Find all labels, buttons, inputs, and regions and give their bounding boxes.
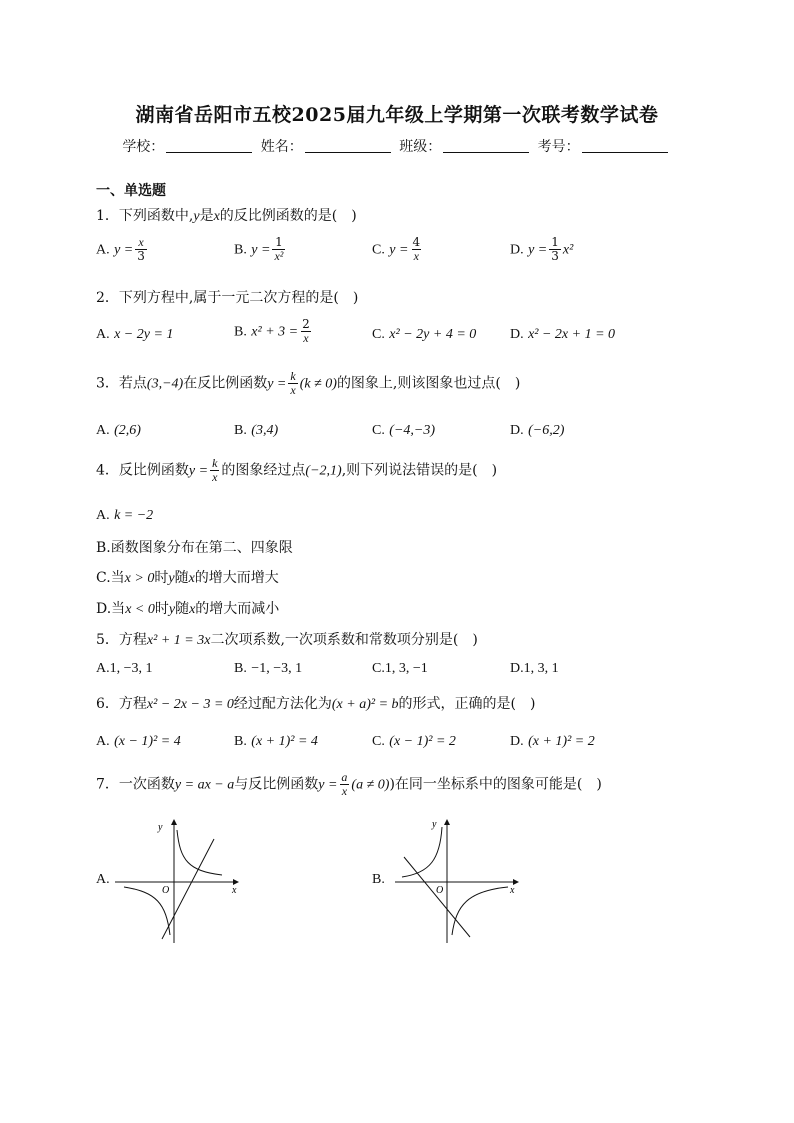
q1-option-b[interactable]: B. y = $\frac{1}{\text{x²}}$ (234, 235, 284, 263)
q1-option-c[interactable]: C. y = $\frac{4}{x}$ (372, 235, 421, 263)
hyperbola-branch (177, 830, 222, 875)
q1-option-d[interactable]: D. y = $\frac{1}{3}$ x² (510, 235, 574, 263)
x-axis-label: x (510, 885, 515, 896)
exam-title: 湖南省岳阳市五校2025届九年级上学期第一次联考数学试卷 (135, 104, 659, 126)
q4-option-b[interactable]: B.函数图象分布在第二、四象限 (96, 540, 293, 556)
q7-option-a-label[interactable]: A. (96, 872, 110, 887)
name-label: 姓名： (260, 139, 303, 155)
q3-option-b[interactable]: B. (3,4) (234, 423, 279, 438)
q1-option-a[interactable]: A. y = $\frac{x}{3}$ (96, 235, 145, 263)
question-2: 2．下列方程中,属于一元二次方程的是( ) (96, 290, 359, 306)
q3-option-d[interactable]: D. (−6,2) (510, 423, 565, 438)
q2-option-b[interactable]: B. x² + 3 = $\frac{2}{x}$ (234, 317, 310, 345)
q5-option-b[interactable]: B. −1, −3, 1 (234, 661, 303, 676)
hyperbola-branch (402, 827, 442, 877)
q3-option-a[interactable]: A. (2,6) (96, 423, 141, 438)
q6-option-d[interactable]: D. (x + 1)² = 2 (510, 734, 595, 749)
y-axis-label: y (158, 822, 163, 833)
q2-option-a[interactable]: A. x − 2y = 1 (96, 327, 174, 342)
origin-label: O (162, 885, 170, 896)
q2-option-c[interactable]: C. x² − 2y + 4 = 0 (372, 327, 477, 342)
question-3: 3．若点(3,−4)在反比例函数y = $\frac{k}{x}$ (k ≠ 0)的图象上,则该图象也过点( ) (96, 369, 521, 397)
origin-label: O (436, 885, 444, 896)
q4-option-c[interactable]: C.当x > 0时y随x的增大而增大 (96, 570, 279, 586)
q5-option-a[interactable]: A.1, −3, 1 (96, 661, 153, 676)
question-4: 4．反比例函数y = $\frac{k}{x}$ 的图象经过点(−2,1),则下列说法错误的是( ) (96, 456, 498, 484)
q4-option-d[interactable]: D.当x < 0时y随x的增大而减小 (96, 601, 280, 617)
class-blank[interactable] (443, 152, 529, 153)
student-info-row (0, 136, 794, 156)
q3-option-c[interactable]: C. (−4,−3) (372, 423, 436, 438)
q5-option-d[interactable]: D.1, 3, 1 (510, 661, 559, 676)
exam-number-label: 考号： (537, 139, 580, 155)
q7-graph-a[interactable] (110, 815, 250, 945)
x-axis-label: x (232, 885, 237, 896)
exam-number-blank[interactable] (582, 152, 668, 153)
q1-stem: 是 (199, 208, 214, 224)
q2-option-d[interactable]: D. x² − 2x + 1 = 0 (510, 327, 616, 342)
q6-option-c[interactable]: C. (x − 1)² = 2 (372, 734, 456, 749)
q7-option-b-label[interactable]: B. (372, 872, 385, 887)
question-1 (96, 205, 357, 225)
q1-stem: 1．下列函数中, (96, 208, 194, 224)
linear-function-line (404, 857, 470, 937)
q1-var-y: y (193, 209, 200, 224)
class-label: 班级： (399, 139, 442, 155)
question-7: 7．一次函数y = ax − a与反比例函数y = $\frac{a}{x}$ (a ≠ 0))在同一坐标系中的图象可能是( ) (96, 770, 602, 798)
school-label: 学校： (122, 139, 165, 155)
q6-option-a[interactable]: A. (x − 1)² = 4 (96, 734, 181, 749)
q7-graph-b[interactable] (390, 815, 530, 945)
q4-option-a[interactable]: A. k = −2 (96, 508, 154, 523)
hyperbola-branch (452, 887, 508, 935)
q5-option-c[interactable]: C.1, 3, −1 (372, 661, 428, 676)
q1-var-x: x (213, 209, 220, 224)
school-blank[interactable] (166, 152, 252, 153)
question-5: 5．方程x² + 1 = 3x二次项系数,一次项系数和常数项分别是( ) (96, 632, 478, 648)
question-6: 6．方程x² − 2x − 3 = 0经过配方法化为(x + a)² = b的形式，正确的是( ) (96, 696, 536, 712)
q6-option-b[interactable]: B. (x + 1)² = 4 (234, 734, 318, 749)
section-title: 一、单选题 (96, 183, 166, 199)
q1-stem: 的反比例函数的是( ) (219, 208, 357, 224)
y-axis-label: y (432, 819, 437, 830)
linear-function-line (162, 839, 214, 939)
name-blank[interactable] (305, 152, 391, 153)
